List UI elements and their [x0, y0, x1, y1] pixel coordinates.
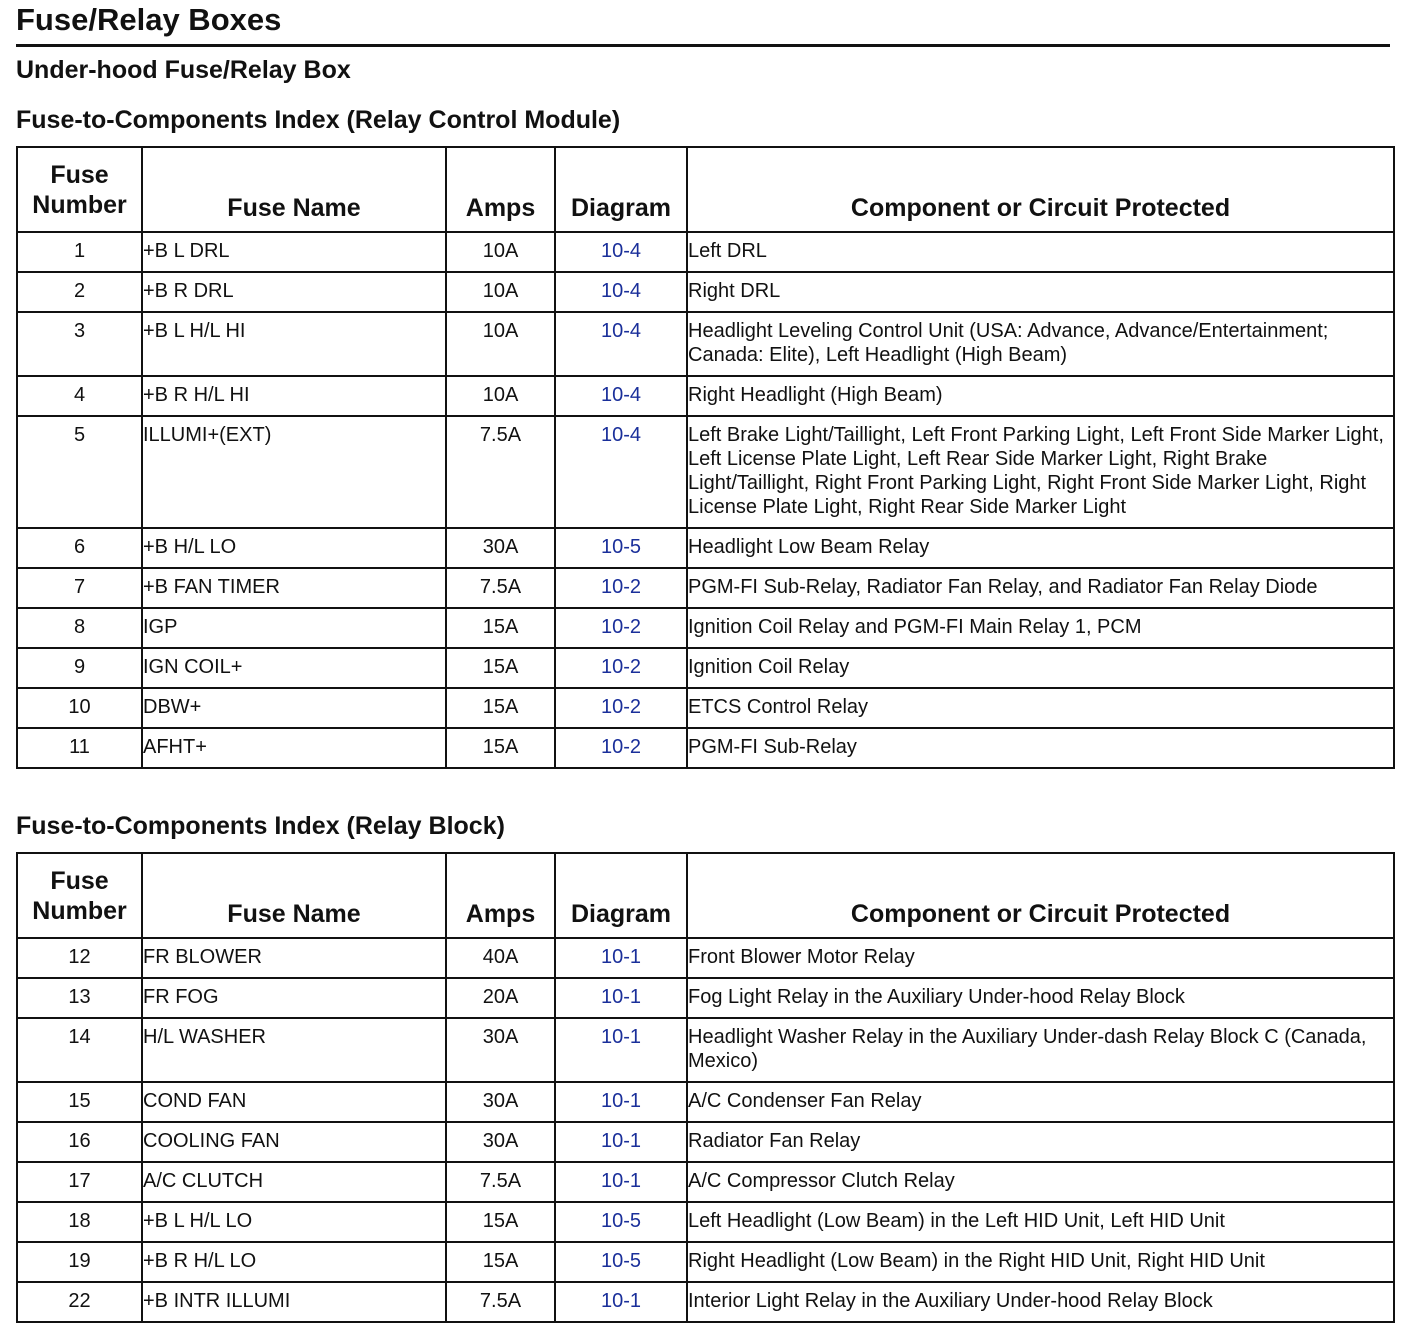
- table-body: [17, 232, 1394, 768]
- component-cell: PGM-FI Sub-Relay: [687, 728, 1394, 768]
- amps-cell: 7.5A: [446, 568, 555, 608]
- table-row: [17, 1162, 1394, 1202]
- fuse-name-cell: +B R H/L HI: [142, 376, 446, 416]
- amps-cell: 40A: [446, 938, 555, 978]
- table-row: [17, 528, 1394, 568]
- table-row: [17, 272, 1394, 312]
- table-header-row: [17, 147, 1394, 232]
- table-row: [17, 1282, 1394, 1322]
- fuse-number-cell: 2: [17, 272, 142, 312]
- diagram-link[interactable]: 10-4: [555, 376, 687, 416]
- component-cell: Right Headlight (High Beam): [687, 376, 1394, 416]
- component-cell: A/C Compressor Clutch Relay: [687, 1162, 1394, 1202]
- table-row: [17, 978, 1394, 1018]
- amps-cell: 15A: [446, 1202, 555, 1242]
- diagram-link[interactable]: 10-4: [555, 416, 687, 528]
- table-row: [17, 568, 1394, 608]
- amps-cell: 15A: [446, 648, 555, 688]
- column-header-diagram: Diagram: [555, 853, 687, 938]
- fuse-name-cell: +B L DRL: [142, 232, 446, 272]
- diagram-link[interactable]: 10-1: [555, 1122, 687, 1162]
- component-cell: Fog Light Relay in the Auxiliary Under-hood Relay Block: [687, 978, 1394, 1018]
- component-cell: Interior Light Relay in the Auxiliary Under-hood Relay Block: [687, 1282, 1394, 1322]
- title-divider: [16, 44, 1390, 47]
- table-row: [17, 312, 1394, 376]
- amps-cell: 7.5A: [446, 416, 555, 528]
- page-subtitle: Under-hood Fuse/Relay Box: [16, 56, 351, 84]
- diagram-link[interactable]: 10-2: [555, 728, 687, 768]
- diagram-link[interactable]: 10-1: [555, 1162, 687, 1202]
- fuse-number-cell: 5: [17, 416, 142, 528]
- component-cell: Right Headlight (Low Beam) in the Right HID Unit, Right HID Unit: [687, 1242, 1394, 1282]
- fuse-number-cell: 10: [17, 688, 142, 728]
- fuse-number-cell: 9: [17, 648, 142, 688]
- fuse-number-cell: 18: [17, 1202, 142, 1242]
- amps-cell: 30A: [446, 1018, 555, 1082]
- fuse-name-cell: A/C CLUTCH: [142, 1162, 446, 1202]
- fuse-number-cell: 14: [17, 1018, 142, 1082]
- fuse-table-relay-block: [16, 852, 1395, 1323]
- diagram-link[interactable]: 10-2: [555, 568, 687, 608]
- amps-cell: 7.5A: [446, 1162, 555, 1202]
- amps-cell: 30A: [446, 1122, 555, 1162]
- table-row: [17, 688, 1394, 728]
- component-cell: Headlight Leveling Control Unit (USA: Advance, Advance/Entertainment; Canada: Elite), Left Headlight (High Beam): [687, 312, 1394, 376]
- diagram-link[interactable]: 10-1: [555, 978, 687, 1018]
- fuse-number-cell: 6: [17, 528, 142, 568]
- component-cell: Radiator Fan Relay: [687, 1122, 1394, 1162]
- fuse-name-cell: +B H/L LO: [142, 528, 446, 568]
- fuse-number-cell: 4: [17, 376, 142, 416]
- amps-cell: 10A: [446, 232, 555, 272]
- component-cell: Left DRL: [687, 232, 1394, 272]
- amps-cell: 10A: [446, 312, 555, 376]
- diagram-link[interactable]: 10-4: [555, 272, 687, 312]
- column-header-amps: Amps: [446, 853, 555, 938]
- fuse-name-cell: IGP: [142, 608, 446, 648]
- fuse-name-cell: +B R DRL: [142, 272, 446, 312]
- component-cell: PGM-FI Sub-Relay, Radiator Fan Relay, and Radiator Fan Relay Diode: [687, 568, 1394, 608]
- diagram-link[interactable]: 10-1: [555, 1082, 687, 1122]
- table-row: [17, 1202, 1394, 1242]
- fuse-name-cell: +B L H/L LO: [142, 1202, 446, 1242]
- component-cell: Ignition Coil Relay: [687, 648, 1394, 688]
- fuse-name-cell: +B L H/L HI: [142, 312, 446, 376]
- amps-cell: 10A: [446, 376, 555, 416]
- amps-cell: 15A: [446, 1242, 555, 1282]
- amps-cell: 7.5A: [446, 1282, 555, 1322]
- component-cell: Ignition Coil Relay and PGM-FI Main Relay 1, PCM: [687, 608, 1394, 648]
- fuse-name-cell: +B FAN TIMER: [142, 568, 446, 608]
- table-row: [17, 1018, 1394, 1082]
- fuse-name-cell: +B R H/L LO: [142, 1242, 446, 1282]
- diagram-link[interactable]: 10-5: [555, 1202, 687, 1242]
- fuse-name-cell: FR BLOWER: [142, 938, 446, 978]
- column-header-fuse-name: Fuse Name: [142, 853, 446, 938]
- diagram-link[interactable]: 10-4: [555, 232, 687, 272]
- table-row: [17, 608, 1394, 648]
- fuse-name-cell: IGN COIL+: [142, 648, 446, 688]
- fuse-number-cell: 8: [17, 608, 142, 648]
- table-row: [17, 416, 1394, 528]
- component-cell: Headlight Washer Relay in the Auxiliary Under-dash Relay Block C (Canada, Mexico): [687, 1018, 1394, 1082]
- component-cell: ETCS Control Relay: [687, 688, 1394, 728]
- component-cell: A/C Condenser Fan Relay: [687, 1082, 1394, 1122]
- fuse-name-cell: +B INTR ILLUMI: [142, 1282, 446, 1322]
- fuse-name-cell: COND FAN: [142, 1082, 446, 1122]
- diagram-link[interactable]: 10-2: [555, 648, 687, 688]
- fuse-number-cell: 12: [17, 938, 142, 978]
- amps-cell: 15A: [446, 608, 555, 648]
- fuse-number-cell: 16: [17, 1122, 142, 1162]
- fuse-name-cell: COOLING FAN: [142, 1122, 446, 1162]
- amps-cell: 15A: [446, 688, 555, 728]
- diagram-link[interactable]: 10-5: [555, 528, 687, 568]
- column-header-fuse-number: Fuse Number: [17, 147, 142, 232]
- column-header-component: Component or Circuit Protected: [687, 853, 1394, 938]
- component-cell: Left Headlight (Low Beam) in the Left HID Unit, Left HID Unit: [687, 1202, 1394, 1242]
- column-header-diagram: Diagram: [555, 147, 687, 232]
- component-cell: Right DRL: [687, 272, 1394, 312]
- fuse-name-cell: AFHT+: [142, 728, 446, 768]
- table-row: [17, 232, 1394, 272]
- fuse-name-cell: ILLUMI+(EXT): [142, 416, 446, 528]
- diagram-link[interactable]: 10-5: [555, 1242, 687, 1282]
- diagram-link[interactable]: 10-1: [555, 1018, 687, 1082]
- section-heading-relay-block: Fuse-to-Components Index (Relay Block): [16, 812, 505, 840]
- table-header-row: [17, 853, 1394, 938]
- fuse-number-cell: 3: [17, 312, 142, 376]
- table-row: [17, 938, 1394, 978]
- diagram-link[interactable]: 10-1: [555, 1282, 687, 1322]
- section-heading-relay-control-module: Fuse-to-Components Index (Relay Control Module): [16, 106, 621, 134]
- diagram-link[interactable]: 10-4: [555, 312, 687, 376]
- fuse-name-cell: H/L WASHER: [142, 1018, 446, 1082]
- column-header-fuse-name: Fuse Name: [142, 147, 446, 232]
- table-row: [17, 1082, 1394, 1122]
- amps-cell: 30A: [446, 1082, 555, 1122]
- fuse-number-cell: 19: [17, 1242, 142, 1282]
- diagram-link[interactable]: 10-2: [555, 608, 687, 648]
- page-title: Fuse/Relay Boxes: [16, 2, 282, 37]
- amps-cell: 15A: [446, 728, 555, 768]
- table-body: [17, 938, 1394, 1322]
- fuse-number-cell: 7: [17, 568, 142, 608]
- table-row: [17, 1242, 1394, 1282]
- fuse-number-cell: 13: [17, 978, 142, 1018]
- component-cell: Left Brake Light/Taillight, Left Front Parking Light, Left Front Side Marker Light, Left License Plate Light, Left Rear Side Marker Light, Right Brake Light/Taillight, Right Front Parking Light, Right Front Side Marker Light, Right License Plate Light, Right Rear Side Marker Light: [687, 416, 1394, 528]
- column-header-fuse-number: Fuse Number: [17, 853, 142, 938]
- column-header-amps: Amps: [446, 147, 555, 232]
- column-header-component: Component or Circuit Protected: [687, 147, 1394, 232]
- amps-cell: 20A: [446, 978, 555, 1018]
- diagram-link[interactable]: 10-1: [555, 938, 687, 978]
- fuse-number-cell: 15: [17, 1082, 142, 1122]
- fuse-number-cell: 22: [17, 1282, 142, 1322]
- table-row: [17, 728, 1394, 768]
- amps-cell: 30A: [446, 528, 555, 568]
- fuse-number-cell: 17: [17, 1162, 142, 1202]
- fuse-name-cell: DBW+: [142, 688, 446, 728]
- table-row: [17, 376, 1394, 416]
- fuse-table-relay-control-module: [16, 146, 1395, 769]
- table-row: [17, 1122, 1394, 1162]
- component-cell: Headlight Low Beam Relay: [687, 528, 1394, 568]
- diagram-link[interactable]: 10-2: [555, 688, 687, 728]
- component-cell: Front Blower Motor Relay: [687, 938, 1394, 978]
- fuse-name-cell: FR FOG: [142, 978, 446, 1018]
- amps-cell: 10A: [446, 272, 555, 312]
- fuse-number-cell: 1: [17, 232, 142, 272]
- fuse-number-cell: 11: [17, 728, 142, 768]
- table-row: [17, 648, 1394, 688]
